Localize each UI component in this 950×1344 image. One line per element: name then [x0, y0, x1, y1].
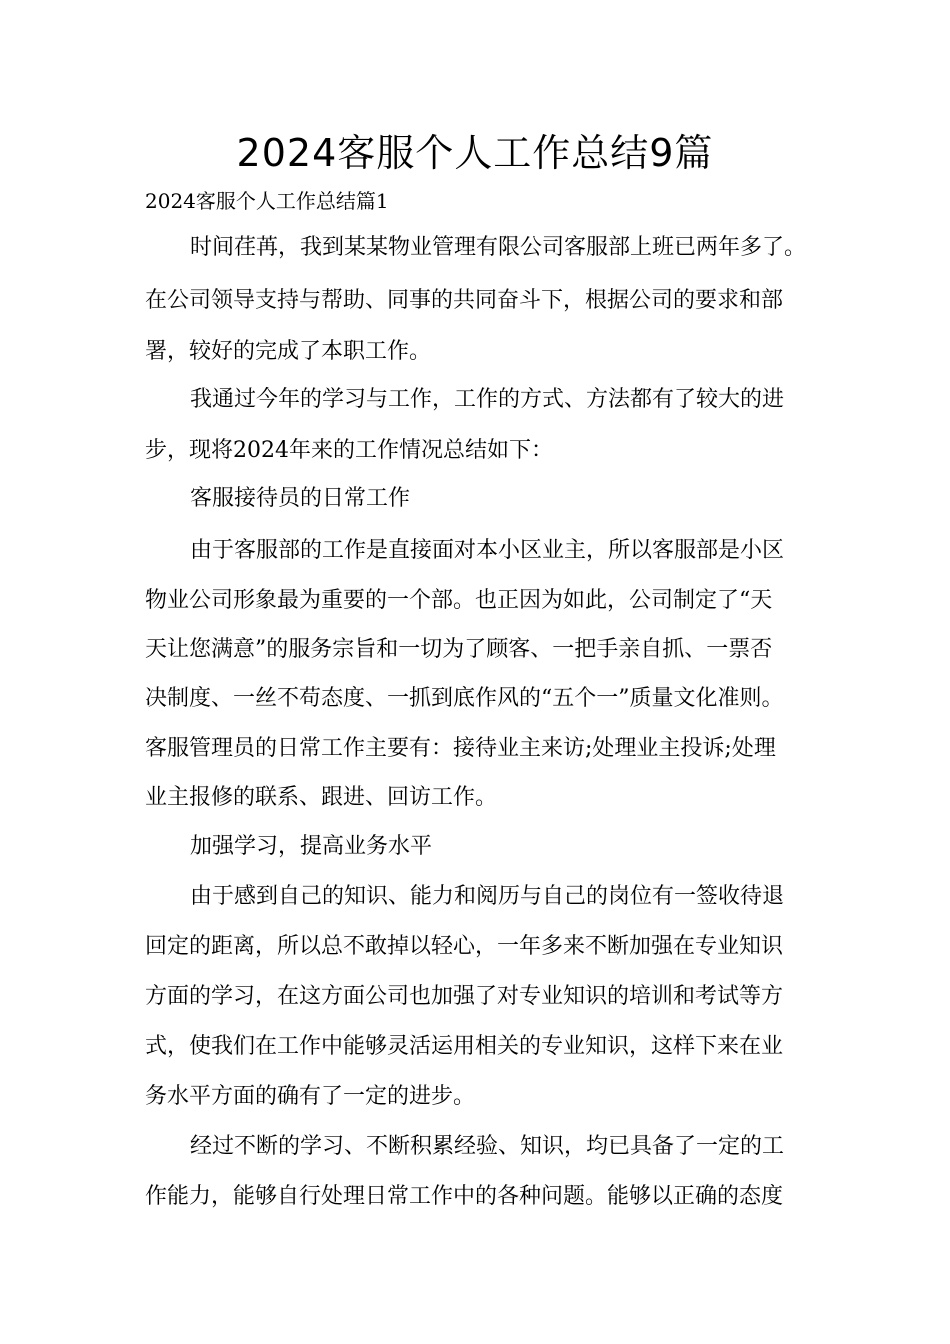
paragraph-line: 步，现将2024年来的工作情况总结如下： — [145, 438, 553, 463]
subheading: 客服接待员的日常工作 — [190, 486, 411, 511]
paragraph-line: 天让您满意”的服务宗旨和一切为了顾客、一把手亲自抓、一票否 — [145, 637, 773, 662]
document-title: 2024客服个人工作总结9篇 — [236, 131, 714, 175]
paragraph-line: 由于感到自己的知识、能力和阅历与自己的岗位有一签收待退 — [190, 884, 785, 909]
paragraph-line: 客服管理员的日常工作主要有：接待业主来访;处理业主投诉;处理 — [145, 736, 776, 761]
paragraph-line: 署，较好的完成了本职工作。 — [145, 339, 432, 364]
paragraph-line: 物业公司形象最为重要的一个部。也正因为如此，公司制定了“天 — [145, 588, 773, 613]
paragraph-line: 式，使我们在工作中能够灵活运用相关的专业知识，这样下来在业 — [145, 1034, 784, 1059]
paragraph-line: 决制度、一丝不苟态度、一抓到底作风的“五个一”质量文化准则。 — [145, 686, 784, 711]
subheading: 加强学习，提高业务水平 — [190, 834, 433, 859]
paragraph-line: 在公司领导支持与帮助、同事的共同奋斗下，根据公司的要求和部 — [145, 288, 784, 313]
paragraph-line: 经过不断的学习、不断积累经验、知识，均已具备了一定的工 — [190, 1134, 785, 1159]
paragraph-line: 务水平方面的确有了一定的进步。 — [145, 1084, 476, 1109]
paragraph-line: 我通过今年的学习与工作，工作的方式、方法都有了较大的进 — [190, 387, 785, 412]
paragraph-line: 作能力，能够自行处理日常工作中的各种问题。能够以正确的态度 — [145, 1184, 784, 1209]
paragraph-line: 方面的学习，在这方面公司也加强了对专业知识的培训和考试等方 — [145, 984, 784, 1009]
paragraph-line: 业主报修的联系、跟进、回访工作。 — [145, 785, 498, 810]
paragraph-line: 由于客服部的工作是直接面对本小区业主，所以客服部是小区 — [190, 538, 785, 563]
paragraph-line: 回定的距离，所以总不敢掉以轻心，一年多来不断加强在专业知识 — [145, 934, 784, 959]
section-heading: 2024客服个人工作总结篇1 — [145, 189, 389, 213]
paragraph-line: 时间荏苒，我到某某物业管理有限公司客服部上班已两年多了。 — [190, 235, 807, 260]
